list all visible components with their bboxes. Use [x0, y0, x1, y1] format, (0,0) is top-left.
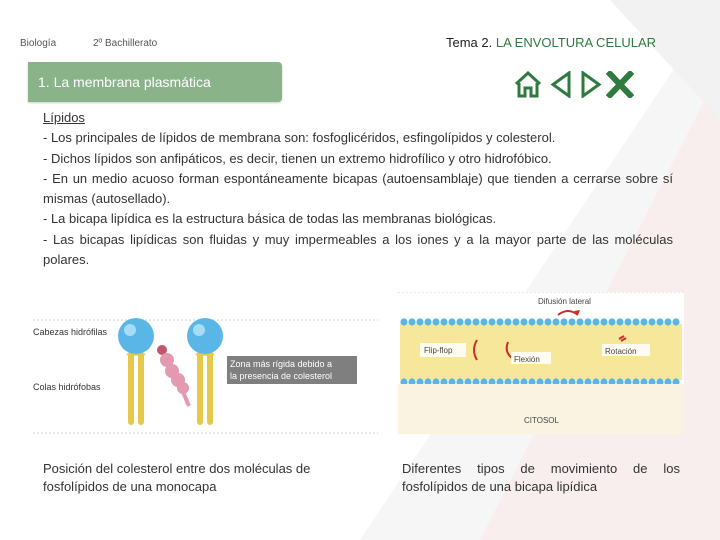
lipid-head — [608, 318, 615, 325]
course-label: 2º Bachillerato — [93, 38, 158, 49]
lipid-head — [440, 318, 447, 325]
topic-title — [446, 35, 656, 50]
bullet-5: - Las bicapas lipídicas son fluidas y muy impermeables a los iones y a la mayor parte de las moléculas polares. — [43, 231, 673, 268]
lipid-head — [648, 318, 655, 325]
lipid-head — [480, 318, 487, 325]
lipid-head — [544, 318, 551, 325]
topic-number: Tema 2. — [446, 35, 493, 50]
lipid-head — [600, 318, 607, 325]
section-title-box — [28, 62, 282, 102]
lateral-diffusion-label: Difusión lateral — [538, 297, 591, 306]
tails-label: Colas hidrófobas — [33, 382, 101, 392]
close-icon[interactable] — [606, 71, 634, 98]
home-icon[interactable] — [514, 71, 542, 98]
lipid-head — [528, 318, 535, 325]
lipid-head — [560, 318, 567, 325]
lipid-head — [576, 318, 583, 325]
subject-label: Biología — [20, 38, 57, 49]
previous-icon[interactable] — [550, 71, 572, 98]
top-heads-row — [400, 318, 679, 325]
next-icon[interactable] — [580, 71, 602, 98]
lipid-head — [584, 318, 591, 325]
bullet-2: - Dichos lípidos son anfipáticos, es decir, tienen un extremo hidrofílico y otro hidrofóbico. — [43, 150, 552, 166]
figure1-caption: Posición del colesterol entre dos moléculas de fosfolípidos de una monocapa — [43, 461, 311, 494]
lipid-head — [512, 318, 519, 325]
lipids-text — [43, 108, 673, 270]
lipid-head — [672, 318, 679, 325]
lipid-head — [472, 318, 479, 325]
lipid-head — [632, 318, 639, 325]
lipid-head — [624, 318, 631, 325]
lipid-head — [400, 318, 407, 325]
bullet-4: - La bicapa lipídica es la estructura básica de todas las membranas biológicas. — [43, 211, 497, 227]
lipid-head — [424, 318, 431, 325]
topic-name: LA ENVOLTURA CELULAR — [495, 35, 657, 50]
lipid-head — [656, 318, 663, 325]
lipid-head — [456, 318, 463, 325]
lipid-head — [552, 318, 559, 325]
lipid-head — [496, 318, 503, 325]
lipid-head — [640, 318, 647, 325]
rotation-label: Rotación — [605, 347, 637, 356]
lipid-head — [592, 318, 599, 325]
lipid-head — [464, 318, 471, 325]
lipid-head — [488, 318, 495, 325]
section-title: 1. La membrana plasmática — [38, 74, 211, 90]
rigid-zone-label-line2: la presencia de colesterol — [230, 371, 333, 381]
figure2-caption: Diferentes tipos de movimiento de los fosfolípidos de una bicapa lipídica — [402, 461, 680, 494]
rigid-zone-label-line1: Zona más rígida debido a — [230, 359, 333, 369]
heads-label: Cabezas hidrófilas — [33, 327, 108, 337]
lipid-head — [432, 318, 439, 325]
lipid-head — [504, 318, 511, 325]
lipid-head — [616, 318, 623, 325]
phospholipid-movement-figure — [398, 292, 684, 434]
lipid-head — [448, 318, 455, 325]
lipid-head — [520, 318, 527, 325]
flip-flop-label: Flip-flop — [424, 346, 453, 355]
lipid-head — [536, 318, 543, 325]
lipid-head — [664, 318, 671, 325]
cholesterol-monolayer-figure — [33, 302, 378, 436]
cytosol-label: CITOSOL — [524, 416, 559, 425]
bullet-1: - Los principales de lípidos de membrana son: fosfoglicéridos, esfingolípidos y colesterol. — [43, 130, 556, 146]
lipids-heading: Lípidos — [43, 110, 85, 125]
lipid-head — [568, 318, 575, 325]
lipid-head — [408, 318, 415, 325]
bullet-3: - En un medio acuoso forman espontáneamente bicapas (autoensamblaje) que tienden a cerrarse sobre sí mismas (autosellado). — [43, 170, 673, 207]
lipid-head — [416, 318, 423, 325]
flexion-label: Flexión — [514, 355, 540, 364]
